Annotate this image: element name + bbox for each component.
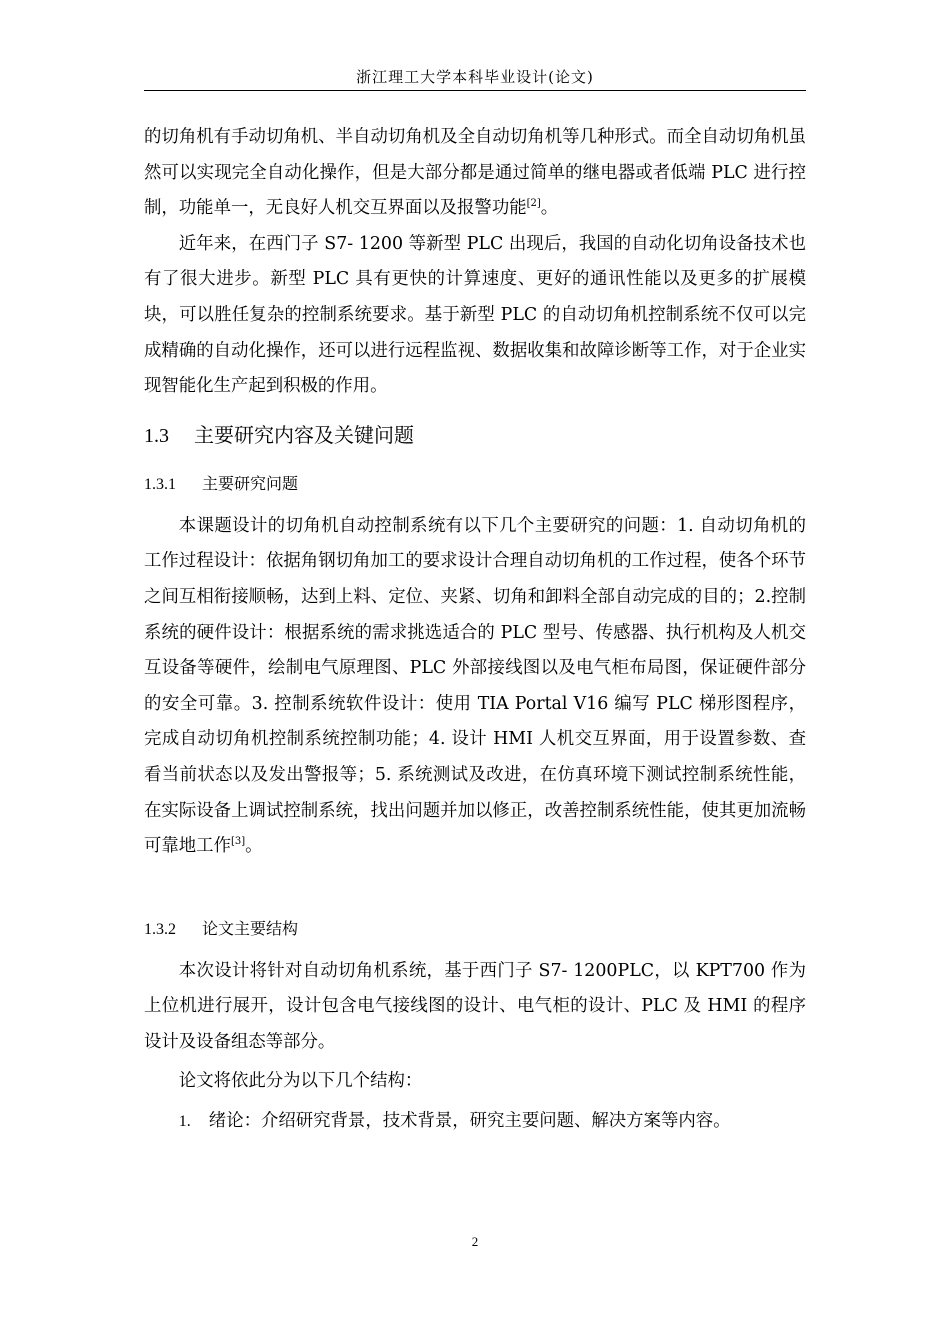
- header-title: 浙江理工大学本科毕业设计(论文): [356, 68, 594, 86]
- paragraph-new-plc: 近年来，在西门子 S7- 1200 等新型 PLC 出现后，我国的自动化切角设备技术也有了很大进步。新型 PLC 具有更快的计算速度、更好的通讯性能以及更多的扩展模块，可以胜任复杂的控制系统要求。基于新型 PLC 的自动切角机控制系统不仅可以完成精确的自动化操作，还可以进行远程监视、数据收集和故障诊断等工作，对于企业实现智能化生产起到积极的作用。: [144, 233, 806, 397]
- paragraph-research-problems: [144, 509, 806, 865]
- document-body: [144, 120, 806, 1140]
- section-number: 1.3: [144, 424, 169, 447]
- page-number: 2: [471, 1234, 479, 1249]
- paragraph-end: 。: [245, 836, 263, 857]
- subsection-number: 1.3.1: [144, 475, 176, 493]
- section-title: 主要研究内容及关键问题: [194, 422, 414, 447]
- citation-ref: [2]: [526, 198, 541, 210]
- paragraph-text: 的切角机有手动切角机、半自动切角机及全自动切角机等几种形式。而全自动切角机虽然可以实现完全自动化操作，但是大部分都是通过简单的继电器或者低端 PLC 进行控制，功能单一，无良好人机交互界面以及报警功能: [144, 127, 806, 219]
- list-item: [144, 1104, 806, 1140]
- subsection-title: 主要研究问题: [202, 473, 299, 493]
- paragraph-cutting-machine-types: [144, 120, 806, 227]
- paragraph-design-overview: 本次设计将针对自动切角机系统，基于西门子 S7- 1200PLC，以 KPT700 作为上位机进行展开，设计包含电气接线图的设计、电气柜的设计、PLC 及 HMI 的程序设计及设备组态等部分。: [144, 960, 806, 1052]
- list-item-text: 绪论：介绍研究背景，技术背景，研究主要问题、解决方案等内容。: [208, 1111, 731, 1132]
- subsection-title: 论文主要结构: [202, 918, 299, 938]
- subsection-number: 1.3.2: [144, 920, 176, 938]
- paragraph-end: 。: [540, 198, 559, 219]
- subsection-heading-1-3-2: [144, 911, 806, 948]
- page-header: [144, 64, 806, 91]
- citation-ref: [3]: [230, 836, 246, 848]
- paragraph-structure-intro: 论文将依此分为以下几个结构：: [178, 1071, 423, 1092]
- subsection-heading-1-3-1: [144, 466, 806, 503]
- list-item-number: 1.: [178, 1113, 191, 1131]
- paragraph-text: 本课题设计的切角机自动控制系统有以下几个主要研究的问题：1. 自动切角机的工作过程设计：依据角钢切角加工的要求设计合理自动切角机的工作过程，使各个环节之间互相衔接顺畅，达到上料、定位、夹紧、切角和卸料全部自动完成的目的；2.控制系统的硬件设计：根据系统的需求挑选适合的 PLC 型号、传感器、执行机构及人机交互设备等硬件，绘制电气原理图、PLC 外部接线图以及电气柜布局图，保证硬件部分的安全可靠。3. 控制系统软件设计：使用 TIA Portal V16 编写 PLC 梯形图程序，完成自动切角机控制系统控制功能；4. 设计 HMI 人机交互界面，用于设置参数、查看当前状态以及发出警报等；5. 系统测试及改进，在仿真环境下测试控制系统性能，在实际设备上调试控制系统，找出问题并加以修正，改善控制系统性能，使其更加流畅可靠地工作: [144, 515, 806, 857]
- section-heading-1-3: [144, 415, 806, 456]
